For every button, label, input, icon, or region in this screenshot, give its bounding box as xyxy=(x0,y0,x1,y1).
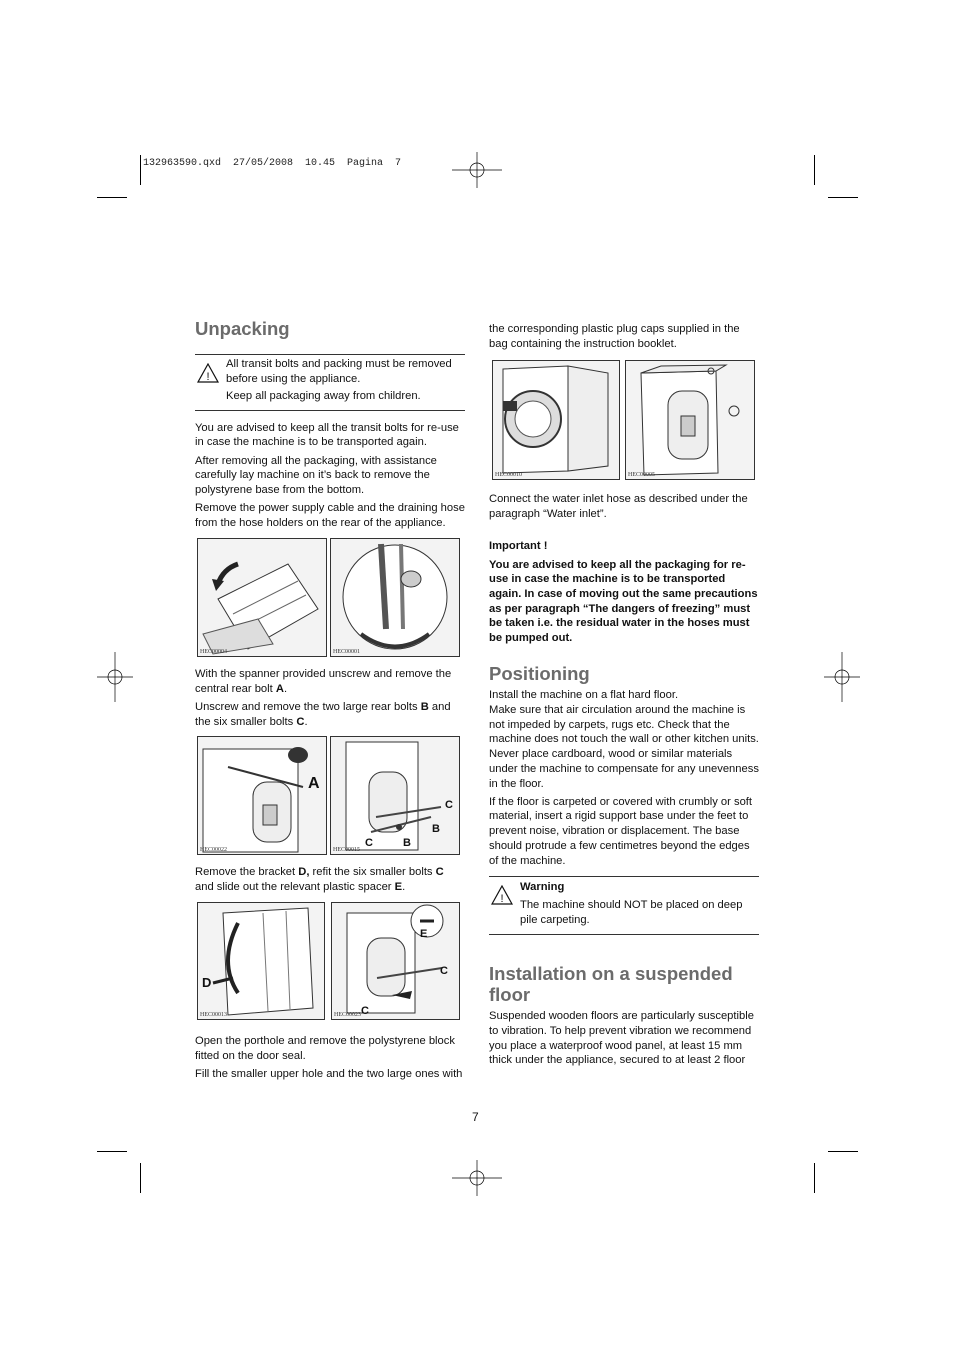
positioning-title: Positioning xyxy=(489,663,590,685)
registration-mark-icon xyxy=(824,652,860,702)
text: refit the six smaller bolts xyxy=(309,866,436,878)
illustration-bracket-d xyxy=(197,902,325,1020)
paragraph: Suspended wooden floors are particularly susceptible to vibration. To help prevent vibration we recommend you place a waterproof wood panel, at least 15 mm thick under the appliance, secured to at least 2 floor xyxy=(489,1010,754,1067)
right-column-top xyxy=(489,322,759,355)
registration-mark-icon xyxy=(452,152,502,188)
illustration-lay-machine xyxy=(197,538,327,657)
suspended-floor-title: Installation on a suspended floor xyxy=(489,963,733,1006)
important-text: You are advised to keep all the packaging for re-use in case the machine is to be transported again. In case of moving out the same precautions as per paragraph “The dangers of freezing” must be taken i.e. the residual water in the hoses must be pumped out. xyxy=(489,558,758,645)
unpacking-title: Unpacking xyxy=(195,318,290,339)
figure-code: HEC00015 xyxy=(333,847,360,853)
print-slug: 132963590.qxd 27/05/2008 10.45 Pagina 7 xyxy=(143,158,402,169)
paragraph: If the floor is carpeted or covered with crumbly or soft material, insert a rigid support base under the feet to prevent noise, vibration or displacement. The base should protrude a few centimetres beyond the edges of the machine. xyxy=(489,795,753,867)
illustration-rear-bolts-bc xyxy=(330,736,460,855)
text: . xyxy=(283,682,288,695)
illustration-hose-holders xyxy=(330,538,460,657)
figure-code: HEC00023 xyxy=(334,1012,361,1018)
illustration-rear-bolt-a xyxy=(197,736,327,855)
registration-mark-icon xyxy=(97,652,133,702)
page-number: 7 xyxy=(472,1110,479,1124)
text: . xyxy=(402,880,406,893)
text: . xyxy=(304,715,308,728)
bold-text: E xyxy=(394,880,403,893)
text: With the spanner provided unscrew and remove the central rear bolt xyxy=(195,668,452,695)
bold-text: A xyxy=(275,682,284,695)
positioning-warning xyxy=(489,876,759,936)
text: and slide out the relevant plastic spacer xyxy=(195,880,395,893)
crop-mark xyxy=(140,155,141,185)
crop-mark xyxy=(140,1163,141,1193)
paragraph: Open the porthole and remove the polystyrene block fitted on the door seal. xyxy=(195,1035,455,1062)
left-column-mid xyxy=(195,667,465,733)
crop-mark xyxy=(814,155,815,185)
label-b: B xyxy=(403,837,411,849)
paragraph: Install the machine on a flat hard floor. xyxy=(489,689,679,702)
warning-triangle-icon xyxy=(197,363,219,383)
label-c: C xyxy=(440,965,448,977)
illustration-plug-caps xyxy=(625,360,755,480)
figure-code: HEC00010 xyxy=(495,472,522,478)
paragraph: Connect the water inlet hose as described under the paragraph “Water inlet”. xyxy=(489,493,748,520)
paragraph: After removing all the packaging, with assistance carefully lay machine on it’s back to remove the polystyrene base from the bottom. xyxy=(195,454,437,496)
figure-code: HEC00013 xyxy=(200,1012,227,1018)
warning-text: The machine should NOT be placed on deep pile carpeting. xyxy=(520,899,743,927)
paragraph: Remove the power supply cable and the draining hose from the hose holders on the rear of the appliance. xyxy=(195,502,465,529)
illustration-porthole xyxy=(492,360,620,480)
text: and the six smaller bolts xyxy=(195,700,451,728)
illustration-spacer-e xyxy=(331,902,460,1020)
left-column-mid2 xyxy=(195,865,465,898)
label-b: B xyxy=(432,823,440,835)
paragraph: You are advised to keep all the transit bolts for re-use in case the machine is to be transported again. xyxy=(195,421,459,449)
important-title: Important ! xyxy=(489,539,548,552)
crop-mark xyxy=(814,1163,815,1193)
paragraph xyxy=(195,700,465,729)
label-e: E xyxy=(420,928,428,940)
text: Remove the bracket xyxy=(195,866,299,878)
label-c: C xyxy=(445,799,453,811)
bold-text: D, xyxy=(298,866,310,878)
paragraph: Never place cardboard, wood or similar materials under the machine to compensate for any unevenness in the floor. xyxy=(489,748,759,790)
text: Unscrew and remove the two large rear bolts xyxy=(195,700,421,713)
label-d: D xyxy=(202,975,212,990)
warning-triangle-icon xyxy=(491,885,513,905)
registration-mark-icon xyxy=(452,1160,502,1196)
svg-text:!: ! xyxy=(206,371,210,383)
label-a: A xyxy=(308,775,320,792)
paragraph: Make sure that air circulation around the machine is not impeded by carpets, rugs etc. Check that the machine does not touch the wall or other kitchen units. xyxy=(489,704,759,746)
left-column xyxy=(195,318,465,534)
label-c: C xyxy=(365,837,373,849)
notice-line: Keep all packaging away from children. xyxy=(226,390,421,403)
unpacking-notice xyxy=(195,354,465,411)
crop-mark xyxy=(828,1151,858,1152)
bold-text: C xyxy=(296,715,305,728)
crop-mark xyxy=(97,197,127,198)
svg-text:!: ! xyxy=(500,892,504,905)
figure-code: HEC00004 xyxy=(200,649,227,655)
warning-title: Warning xyxy=(520,880,565,893)
right-column-body xyxy=(489,492,759,1072)
paragraph: the corresponding plastic plug caps supplied in the bag containing the instruction booklet. xyxy=(489,323,740,350)
figure-code: HEC00005 xyxy=(628,472,655,478)
bold-text: C xyxy=(435,866,444,878)
label-c: C xyxy=(361,1005,369,1017)
figure-code: HEC00001 xyxy=(333,649,360,655)
notice-line: All transit bolts and packing must be removed before using the appliance. xyxy=(226,358,452,385)
bold-text: B xyxy=(420,700,429,713)
paragraph xyxy=(195,667,465,696)
figure-code: HEC00022 xyxy=(200,847,227,853)
paragraph xyxy=(195,865,465,894)
crop-mark xyxy=(828,197,858,198)
left-column-bottom xyxy=(195,1034,465,1085)
crop-mark xyxy=(97,1151,127,1152)
paragraph: Fill the smaller upper hole and the two large ones with xyxy=(195,1067,463,1080)
